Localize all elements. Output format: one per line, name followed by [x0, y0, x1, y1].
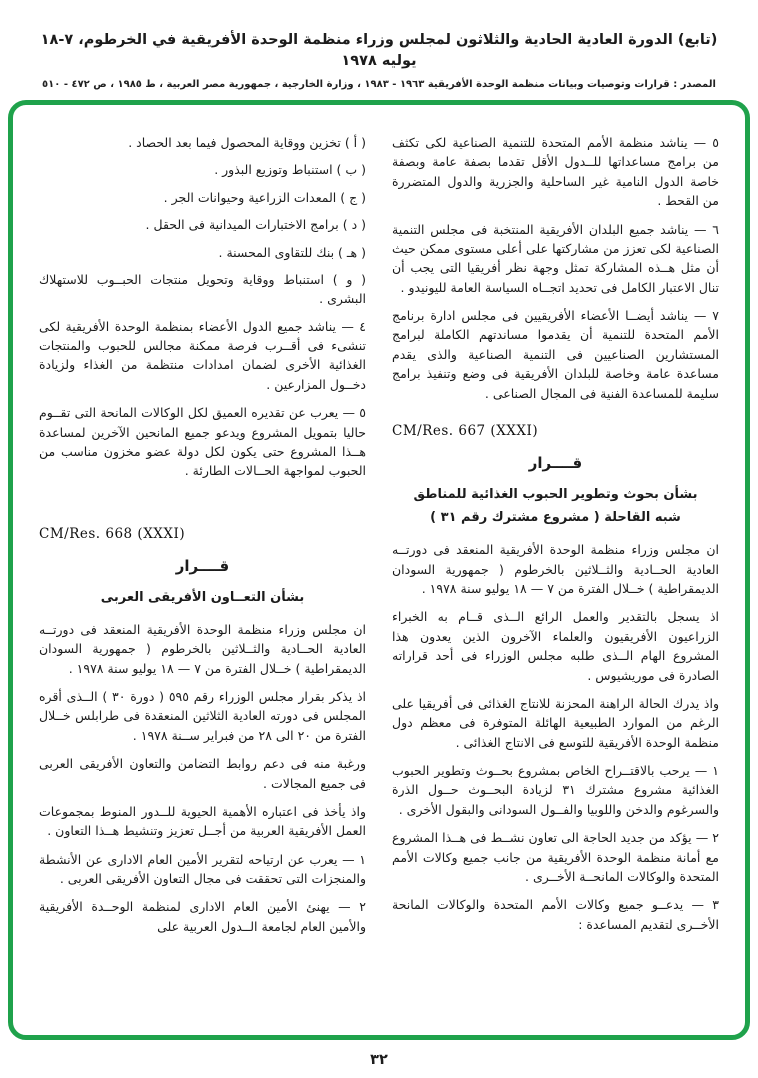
clause-paragraph-6: ٦ — يناشد جميع البلدان الأفريقية المنتخبة فى مجلس التنمية الصناعية لكى تعزز من مشاركتها على أعلى مستوى ممكن حيث أن مثل هــذه المشاركة تمثل وجهة نظر أفريقيا التى يجب أن تنال الاعتبار الكامل فى تحديد اتجــاه السياسة العامة لليونيدو . — [392, 221, 719, 295]
document-header — [22, 30, 736, 90]
clause-paragraph-5: ٥ — يناشد منظمة الأمم المتحدة للتنمية الصناعية لكى تكثف من برامج مساعداتها للــدول الأقل تقدما بصفة عامة وبصفة خاصة الدول النامية غير الساحلية والجزرية والدول المتضررة من القحط . — [392, 135, 719, 209]
page-number: ٣٢ — [370, 1052, 388, 1069]
aid-list-item-c: ( ج ) المعدات الزراعية وحيوانات الجر . — [163, 189, 366, 205]
resolution-667-preamble-1: ان مجلس وزراء منظمة الوحدة الأفريقية المنعقد فى دورتــه العادية الحــادية والثــلاثين بالخرطوم ( جمهورية السودان الديمقراطية ) خــلال الفترة من ٧ — ١٨ يوليو سنة ١٩٧٨ . — [392, 542, 719, 597]
aid-list-item-f: ( و ) استنباط ووقاية وتحويل منتجات الحبــوب للاستهلاك البشرى . — [39, 271, 366, 307]
resolution-title-668: قــــرار — [175, 556, 230, 575]
left-column — [39, 133, 366, 1021]
resolution-668-preamble-1: ان مجلس وزراء منظمة الوحدة الأفريقية المنعقد فى دورتــه العادية الحــادية والثــلاثين بالخرطوم ( جمهورية السودان الديمقراطية ) خــلال الفترة من ٧ — ١٨ يوليو سنة ١٩٧٨ . — [39, 621, 366, 676]
aid-list-item-d: ( د ) برامج الاختبارات الميدانية فى الحقل . — [145, 217, 366, 233]
block-spacer — [39, 490, 366, 506]
resolution-668-preamble-4: واذ يأخذ فى اعتباره الأهمية الحيوية للــدور المنوط بمجموعات العمل الأفريقية العربية من أجــل تعزيز وتنشيط هــذا التعاون . — [39, 803, 366, 839]
resolution-subject-667-line1: بشأن بحوث وتطوير الحبوب الغذائية للمناطق — [413, 487, 698, 503]
resolution-number-668: CM/Res. 668 (XXXI) — [39, 525, 186, 542]
resolution-668-clause-1: ١ — يعرب عن ارتياحه لتقرير الأمين العام الادارى عن الأنشطة والمنجزات التى تحققت فى مجال التعاون الأفريقى العربى . — [39, 851, 366, 887]
aid-list-item-a: ( أ ) تخزين ووقاية المحصول فيما بعد الحصاد . — [128, 135, 366, 151]
two-column-body — [39, 133, 719, 1021]
source-line: المصدر : قرارات وتوصيات وبيانات منظمة الوحدة الأفريقية ١٩٦٣ - ١٩٨٣ ، وزارة الخارجية ، جمهورية مصر العربية ، ط ١٩٨٥ ، ص ٤٧٢ - ٥١٠ — [42, 79, 716, 91]
document-title: (تابع) الدورة العادية الحادية والثلاثون لمجلس وزراء منظمة الوحدة الأفريقية في الخرطوم، ٧-١٨ يوليه ١٩٧٨ — [40, 32, 718, 70]
resolution-667-clause-1: ١ — يرحب بالاقتــراح الخاص بمشروع بحــوث وتطوير الحبوب الغذائية مشروع مشترك ٣١ لزيادة البحــوث حــول الذرة والسرغوم والدخن واللوبيا والفــول السودانى والبقول الأخرى . — [392, 763, 719, 817]
resolution-667-clause-2: ٢ — يؤكد من جديد الحاجة الى تعاون نشــط فى هــذا المشروع مع أمانة منظمة الوحدة الأفريقية من جانب جميع وكالات الأمم المتحدة والوكالات المانحــة الأخــرى . — [392, 830, 719, 884]
green-frame — [8, 100, 750, 1040]
resolution-title-667: قــــرار — [528, 453, 583, 472]
resolution-667-preamble-2: اذ يسجل بالتقدير والعمل الرائع الــذى قــام به الخبراء الزراعيون الأفريقيون والعلماء الآخرون الذين يعدون هذا المشروع الهام الــذى طلبه مجلس الوزراء فى أحد قراراته الصادرة فى موريشيوس . — [392, 609, 719, 683]
page-footer — [8, 1049, 750, 1068]
right-column — [392, 133, 719, 1021]
resolution-668-preamble-3: ورغبة منه فى دعم روابط التضامن والتعاون الأفريقى العربى فى جميع المجالات . — [39, 756, 366, 791]
resolution-667-clause-3: ٣ — يدعــو جميع وكالات الأمم المتحدة والوكالات المانحة الأخــرى لتقديم المساعدة : — [392, 897, 719, 932]
resolution-number-667: CM/Res. 667 (XXXI) — [392, 422, 539, 439]
resolution-subject-668: بشأن التعــاون الأفريقى العربى — [100, 589, 305, 605]
aid-list-item-b: ( ب ) استنباط وتوزيع البذور . — [214, 162, 366, 178]
clause-paragraph-5-left: ٥ — يعرب عن تقديره العميق لكل الوكالات المانحة التى تقــوم حاليا بتمويل المشروع ويدعو جميع المانحين الآخرين لمساعدة هــذا المشروع حتى يكون لكل دولة عضو مخزون مناسب من الحبوب لمواجهة الحــالات الطارئة . — [39, 405, 366, 479]
clause-paragraph-4: ٤ — يناشد جميع الدول الأعضاء بمنظمة الوحدة الأفريقية لكى تنشىء فى أقــرب فرصة ممكنة مجالس للحبوب والمنتجات الغذائية الأخرى لضمان امدادات منتظمة من الغذاء ولزيادة دخــول المزارعين . — [39, 318, 366, 392]
resolution-668-preamble-2: اذ يذكر بقرار مجلس الوزراء رقم ٥٩٥ ( دورة ٣٠ ) الــذى أقره المجلس فى دورته العادية الثلاثين المنعقدة فى طرابلس خــلال الفترة من ٢٠ الى ٢٨ من فبراير ســنة ١٩٧٨ . — [39, 689, 366, 743]
resolution-subject-667-line2: شبه القاحلة ( مشروع مشترك رقم ٣١ ) — [430, 510, 681, 526]
resolution-668-clause-2: ٢ — يهنئ الأمين العام الادارى لمنظمة الوحــدة الأفريقية والأمين العام لجامعة الــدول العربية على — [39, 899, 366, 934]
resolution-667-preamble-3: واذ يدرك الحالة الراهنة المحزنة للانتاج الغذائى فى أفريقيا على الرغم من الموارد الطبيعية الهائلة المتوفرة فى معظم دول منظمة الوحدة الأفريقية للتوسع فى الانتاج الغذائى . — [392, 695, 719, 750]
aid-list-item-e: ( هـ ) بنك للتقاوى المحسنة . — [218, 244, 366, 260]
clause-paragraph-7: ٧ — يناشد أيضــا الأعضاء الأفريقيين فى مجلس ادارة برنامج الأمم المتحدة للتنمية أن يقدموا مساندتهم الكاملة لبرامج المستشارين الصناعيين فى التنمية الصناعية والذى يقدم مساعدة عامة وخاصة للبلدان الأفريقية فى وضع وتنفيذ برامج سليمة للمساعدة الفنية فى المجال الصناعى . — [392, 308, 719, 401]
